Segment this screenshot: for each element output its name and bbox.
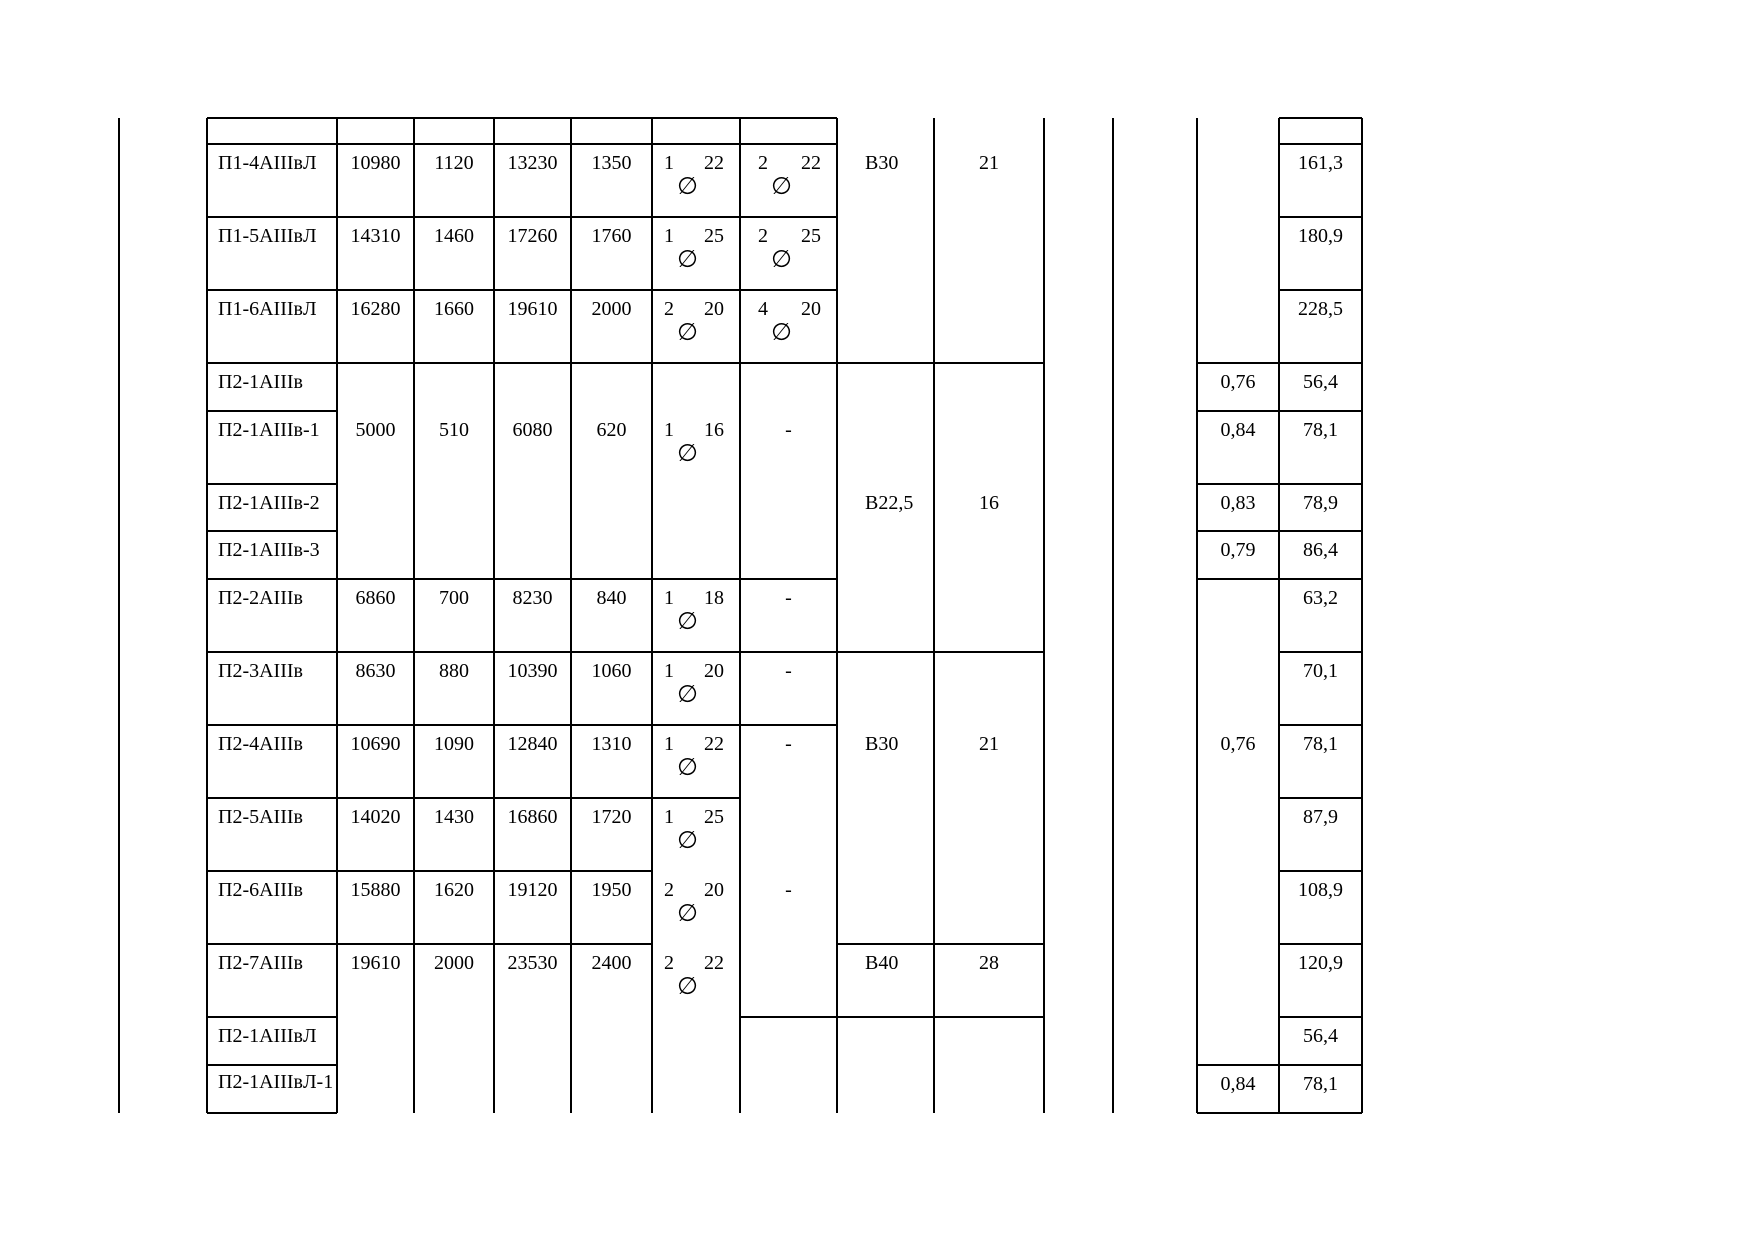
- weight-cell: 78,1: [1303, 733, 1338, 755]
- value-cell: 2400: [591, 952, 632, 974]
- value-cell: 17260: [507, 225, 558, 247]
- diameter-symbol: ∅: [677, 607, 698, 635]
- value-cell: 1310: [591, 733, 632, 755]
- rebar-count: 1: [664, 660, 674, 682]
- value-cell: 5000: [355, 419, 396, 441]
- rebar-count: 2: [664, 879, 674, 901]
- value-cell: 13230: [507, 152, 558, 174]
- value-cell: 2000: [591, 298, 632, 320]
- value-cell: 8630: [355, 660, 396, 682]
- rebar-diameter: 25: [704, 225, 724, 247]
- table-rule: [207, 117, 837, 119]
- value-cell: 1060: [591, 660, 632, 682]
- diameter-symbol: ∅: [677, 439, 698, 467]
- table-rule: [207, 1112, 337, 1114]
- diameter-symbol: ∅: [677, 172, 698, 200]
- table-rule: [739, 118, 741, 1113]
- table-rule: [207, 143, 837, 145]
- value-cell: 15880: [350, 879, 401, 901]
- table-rule: [206, 118, 208, 1113]
- table-rule: [837, 1016, 1044, 1018]
- rebar-count: 2: [758, 225, 768, 247]
- value-cell: 1430: [434, 806, 474, 828]
- table-rule: [1279, 216, 1362, 218]
- diameter-symbol: ∅: [677, 245, 698, 273]
- table-rule: [1279, 289, 1362, 291]
- diameter-symbol: ∅: [677, 318, 698, 346]
- row-mark: П2-3АIIIв: [218, 660, 303, 682]
- table-rule: [1279, 797, 1362, 799]
- value-cell: 2000: [434, 952, 474, 974]
- value-cell: 10390: [507, 660, 558, 682]
- diameter-symbol: ∅: [677, 899, 698, 927]
- value-cell: 16280: [350, 298, 401, 320]
- rebar-count: 1: [664, 806, 674, 828]
- value-cell: 1620: [434, 879, 474, 901]
- row-mark: П2-1АIIIв-2: [218, 492, 320, 514]
- weight-cell: 161,3: [1298, 152, 1343, 174]
- value-cell: 16: [979, 492, 999, 514]
- rebar-diameter: 22: [801, 152, 821, 174]
- rebar-diameter: 25: [801, 225, 821, 247]
- row-mark: П2-4АIIIв: [218, 733, 303, 755]
- table-rule: [207, 362, 1044, 364]
- table-rule: [1279, 651, 1362, 653]
- value-cell: 23530: [507, 952, 558, 974]
- row-mark: П1-5АIIIвЛ: [218, 225, 317, 247]
- diameter-symbol: ∅: [677, 972, 698, 1000]
- value-cell: 510: [439, 419, 469, 441]
- rebar-diameter: 16: [704, 419, 724, 441]
- rebar-count: 2: [758, 152, 768, 174]
- table-rule: [207, 724, 837, 726]
- value-cell: 19120: [507, 879, 558, 901]
- coefficient-cell: 0,76: [1220, 371, 1256, 393]
- weight-cell: 87,9: [1303, 806, 1338, 828]
- diameter-symbol: ∅: [771, 172, 792, 200]
- rebar-diameter: 22: [704, 152, 724, 174]
- rebar-diameter: 20: [704, 879, 724, 901]
- rebar-diameter: 18: [704, 587, 724, 609]
- table-rule: [207, 1016, 337, 1018]
- weight-cell: 86,4: [1303, 539, 1338, 561]
- rebar-count: 2: [664, 298, 674, 320]
- value-cell: 10980: [350, 152, 401, 174]
- table-rule: [1279, 578, 1362, 580]
- value-cell: 19610: [507, 298, 558, 320]
- rebar-diameter: 22: [704, 733, 724, 755]
- table-rule: [1279, 724, 1362, 726]
- concrete-class: В30: [865, 152, 899, 174]
- table-rule: [1279, 870, 1362, 872]
- rebar-diameter: 20: [801, 298, 821, 320]
- dash-cell: -: [785, 660, 792, 682]
- concrete-class: В30: [865, 733, 899, 755]
- row-mark: П2-1АIIIвЛ-1: [218, 1071, 334, 1093]
- rebar-diameter: 20: [704, 660, 724, 682]
- value-cell: 1660: [434, 298, 474, 320]
- value-cell: 21: [979, 733, 999, 755]
- table-rule: [1279, 1016, 1362, 1018]
- weight-cell: 78,1: [1303, 1073, 1338, 1095]
- weight-cell: 56,4: [1303, 1025, 1338, 1047]
- diameter-symbol: ∅: [771, 318, 792, 346]
- rebar-diameter: 22: [704, 952, 724, 974]
- table-rule: [837, 943, 1044, 945]
- rebar-count: 4: [758, 298, 768, 320]
- weight-cell: 108,9: [1298, 879, 1343, 901]
- row-mark: П2-1АIIIв: [218, 371, 303, 393]
- row-mark: П2-1АIIIв-1: [218, 419, 320, 441]
- rebar-count: 1: [664, 419, 674, 441]
- rebar-count: 1: [664, 587, 674, 609]
- table-rule: [118, 118, 120, 1113]
- table-rule: [207, 530, 337, 532]
- value-cell: 14020: [350, 806, 401, 828]
- dash-cell: -: [785, 733, 792, 755]
- rebar-diameter: 20: [704, 298, 724, 320]
- weight-cell: 180,9: [1298, 225, 1343, 247]
- row-mark: П2-7АIIIв: [218, 952, 303, 974]
- value-cell: 19610: [350, 952, 401, 974]
- value-cell: 10690: [350, 733, 401, 755]
- row-mark: П2-2АIIIв: [218, 587, 303, 609]
- table-rule: [1279, 117, 1362, 119]
- table-rule: [207, 1064, 337, 1066]
- coefficient-cell: 0,84: [1220, 419, 1256, 441]
- table-rule: [207, 651, 1044, 653]
- value-cell: 16860: [507, 806, 558, 828]
- diameter-symbol: ∅: [677, 753, 698, 781]
- coefficient-cell: 0,84: [1220, 1073, 1256, 1095]
- table-rule: [207, 216, 837, 218]
- table-rule: [836, 118, 838, 1113]
- rebar-count: 1: [664, 733, 674, 755]
- table-rule: [207, 483, 337, 485]
- value-cell: 840: [596, 587, 627, 609]
- value-cell: 700: [439, 587, 469, 609]
- weight-cell: 63,2: [1303, 587, 1338, 609]
- table-rule: [207, 578, 837, 580]
- value-cell: 880: [439, 660, 469, 682]
- weight-cell: 56,4: [1303, 371, 1338, 393]
- rebar-diameter: 25: [704, 806, 724, 828]
- table-rule: [1279, 943, 1362, 945]
- table-rule: [207, 289, 837, 291]
- value-cell: 6860: [355, 587, 396, 609]
- dash-cell: -: [785, 419, 792, 441]
- value-cell: 28: [979, 952, 999, 974]
- table-rule: [1196, 118, 1198, 1113]
- table-rule: [207, 410, 337, 412]
- rebar-count: 1: [664, 152, 674, 174]
- value-cell: 12840: [507, 733, 558, 755]
- weight-cell: 78,9: [1303, 492, 1338, 514]
- value-cell: 1350: [591, 152, 632, 174]
- table-rule: [207, 870, 652, 872]
- rebar-count: 1: [664, 225, 674, 247]
- value-cell: 21: [979, 152, 999, 174]
- coefficient-cell: 0,76: [1220, 733, 1256, 755]
- value-cell: 1760: [591, 225, 632, 247]
- diameter-symbol: ∅: [771, 245, 792, 273]
- table-rule: [207, 943, 652, 945]
- value-cell: 1950: [591, 879, 632, 901]
- weight-cell: 228,5: [1298, 298, 1343, 320]
- row-mark: П2-1АIIIв-3: [218, 539, 320, 561]
- weight-cell: 70,1: [1303, 660, 1338, 682]
- concrete-class: В40: [865, 952, 899, 974]
- value-cell: 1460: [434, 225, 474, 247]
- row-mark: П1-4АIIIвЛ: [218, 152, 317, 174]
- value-cell: 1120: [434, 152, 474, 174]
- weight-cell: 120,9: [1298, 952, 1343, 974]
- value-cell: 6080: [512, 419, 553, 441]
- diameter-symbol: ∅: [677, 680, 698, 708]
- value-cell: 1720: [591, 806, 632, 828]
- value-cell: 1090: [434, 733, 474, 755]
- row-mark: П2-6АIIIв: [218, 879, 303, 901]
- value-cell: 14310: [350, 225, 401, 247]
- dash-cell: -: [785, 587, 792, 609]
- value-cell: 620: [596, 419, 627, 441]
- value-cell: 8230: [512, 587, 553, 609]
- weight-cell: 78,1: [1303, 419, 1338, 441]
- table-rule: [1112, 118, 1114, 1113]
- diameter-symbol: ∅: [677, 826, 698, 854]
- rebar-count: 2: [664, 952, 674, 974]
- concrete-class: В22,5: [865, 492, 914, 514]
- coefficient-cell: 0,79: [1220, 539, 1256, 561]
- coefficient-cell: 0,83: [1220, 492, 1256, 514]
- row-mark: П1-6АIIIвЛ: [218, 298, 317, 320]
- table-rule: [207, 797, 740, 799]
- row-mark: П2-1АIIIвЛ: [218, 1025, 317, 1047]
- row-mark: П2-5АIIIв: [218, 806, 303, 828]
- table-rule: [1279, 143, 1362, 145]
- dash-cell: -: [785, 879, 792, 901]
